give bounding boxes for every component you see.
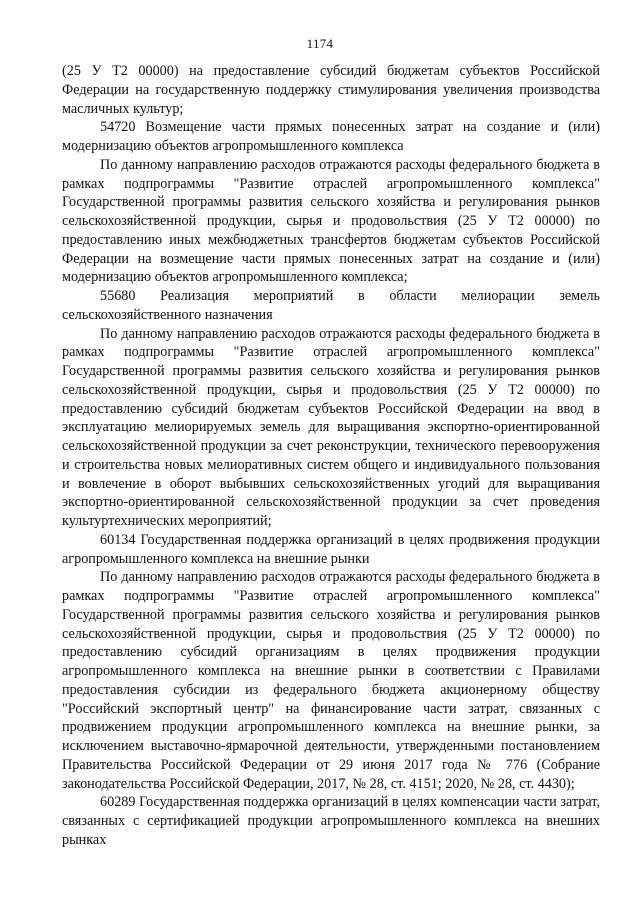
page-number: 1174: [306, 36, 334, 51]
paragraph-54720-description: По данному направлению расходов отражаются расходы федерального бюджета в рамках подпрограммы "Развитие отраслей агропромышленного комплекса" Государственной программы развития сельского хозяйства и регулирования рынков сельскохозяйственной продукции, сырья и продовольствия (25 У Т2 00000) по предоставлению иных межбюджетных трансфертов бюджетам субъектов Российской Федерации на возмещение части прямых понесенных затрат на создание и (или) модернизацию объектов агропромышленного комплекса;: [62, 156, 600, 286]
paragraph-code-55680-heading: 55680 Реализация мероприятий в области мелиорации земель сельскохозяйственного назначения: [62, 288, 600, 323]
paragraph-60134-description: По данному направлению расходов отражаются расходы федерального бюджета в рамках подпрограммы "Развитие отраслей агропромышленного комплекса" Государственной программы развития сельского хозяйства и регулирования рынков сельскохозяйственной продукции, сырья и продовольствия (25 У Т2 00000) по предоставлению субсидий организациям в целях продвижения продукции агропромышленного комплекса на внешние рынки в соответствии с Правилами предоставления субсидии из федерального бюджета акционерному обществу "Российский экспортный центр" на финансирование части затрат, связанных с продвижением продукции агропромышленного комплекса на внешние рынки, за исключением выставочно-ярмарочной деятельности, утвержденными постановлением Правительства Российской Федерации от 29 июня 2017 года № 776 (Собрание законодательства Российской Федерации, 2017, № 28, ст. 4151; 2020, № 28, ст. 4430);: [62, 569, 600, 792]
paragraph-code-54720-heading: 54720 Возмещение части прямых понесенных затрат на создание и (или) модернизацию объектов агропромышленного комплекса: [62, 119, 600, 154]
paragraph-code-60289-heading: 60289 Государственная поддержка организаций в целях компенсации части затрат, связанных с сертификацией продукции агропромышленного комплекса на внешних рынках: [62, 794, 600, 848]
paragraph-code-60134-heading: 60134 Государственная поддержка организаций в целях продвижения продукции агропромышленного комплекса на внешние рынки: [62, 531, 600, 567]
paragraph-continuation: (25 У Т2 00000) на предоставление субсидий бюджетам субъектов Российской Федерации на государственную поддержку стимулирования увеличения производства масличных культур;: [62, 63, 600, 117]
document-body: [62, 62, 600, 850]
paragraph-55680-description: По данному направлению расходов отражаются расходы федерального бюджета в рамках подпрограммы "Развитие отраслей агропромышленного комплекса" Государственной программы развития сельского хозяйства и регулирования рынков сельскохозяйственной продукции, сырья и продовольствия (25 У Т2 00000) по предоставлению субсидий бюджетам субъектов Российской Федерации на ввод в эксплуатацию мелиорируемых земель для выращивания экспортно-ориентированной сельскохозяйственной продукции за счет реконструкции, технического перевооружения и строительства новых мелиоративных систем общего и индивидуального пользования и вовлечение в оборот выбывших сельскохозяйственных угодий для выращивания экспортно-ориентированной сельскохозяйственной продукции за счет проведения культуртехнических мероприятий;: [62, 325, 600, 529]
